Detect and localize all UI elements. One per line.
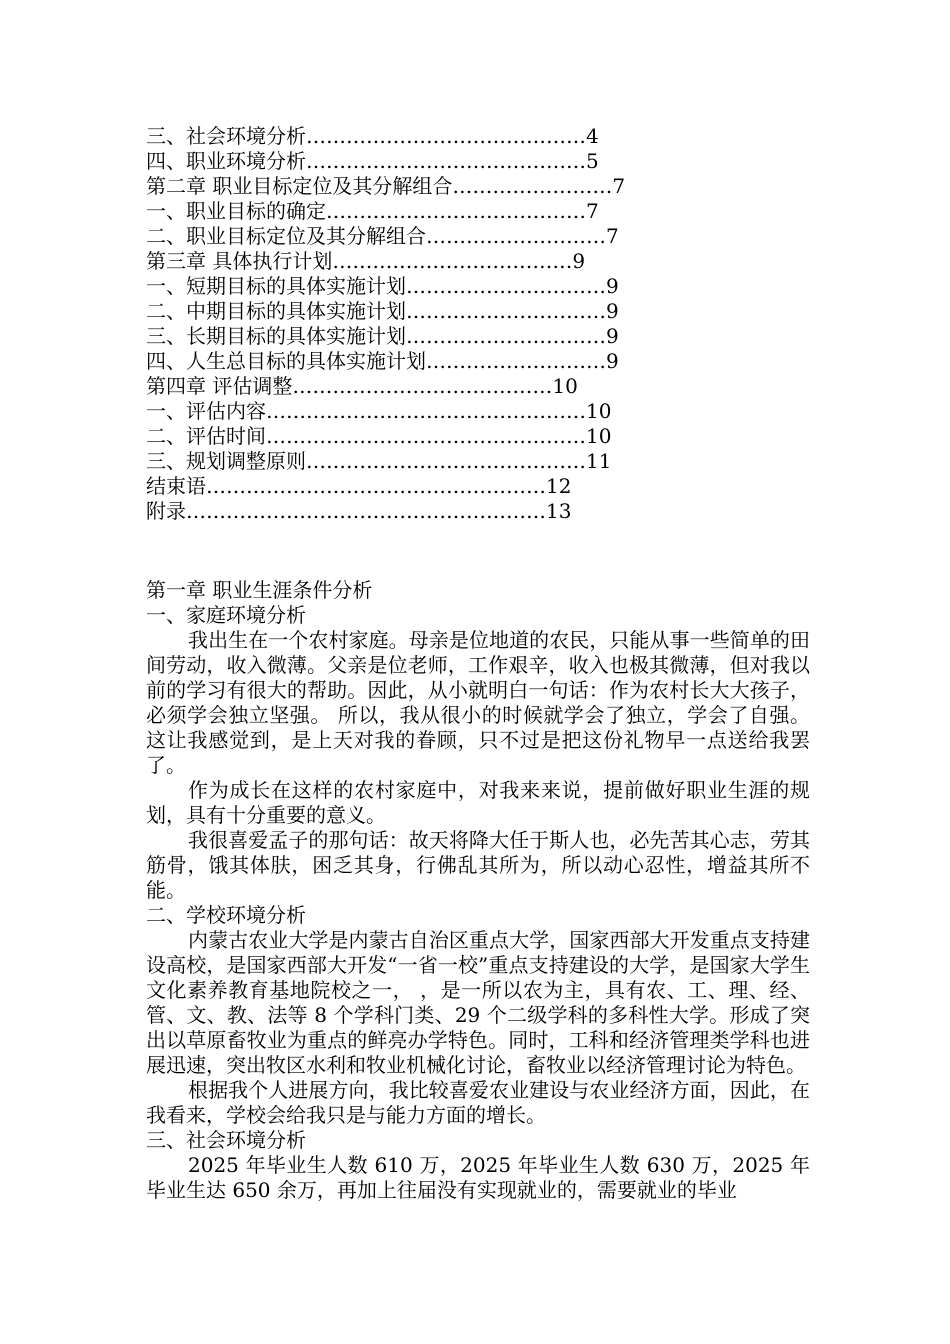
toc-entry[interactable] (146, 499, 810, 524)
toc-entry[interactable] (146, 199, 810, 224)
toc-label: 四、职业环境分析 (146, 149, 306, 173)
toc-page-number: 10 (552, 374, 578, 398)
toc-entry[interactable] (146, 149, 810, 174)
toc-label: 第三章 具体执行计划 (146, 249, 333, 273)
toc-label: 第二章 职业目标定位及其分解组合 (146, 174, 453, 198)
toc-page-number: 9 (606, 349, 619, 373)
toc-entry[interactable] (146, 474, 810, 499)
toc-label: 三、社会环境分析 (146, 124, 306, 148)
toc-label: 二、职业目标定位及其分解组合 (146, 224, 426, 248)
body-paragraph: 内蒙古农业大学是内蒙古自治区重点大学，国家西部大开发重点支持建设高校，是国家西部大开发“一省一校”重点支持建设的大学，是国家大学生文化素养教育基地院校之一， ，是一所以农为主，具有农、工、理、经、管、文、教、法等 8 个学科门类、29 个二级学科的多科性大学。形成了突出以草原畜牧业为重点的鲜亮办学特色。同时，工科和经济管理类学科也进展迅速，突出牧区水利和牧业机械化讨论，畜牧业以经济管理讨论为特色。 (146, 928, 810, 1077)
toc-entry[interactable] (146, 449, 810, 474)
toc-page-number: 9 (606, 299, 619, 323)
body-paragraph: 我很喜爱孟子的那句话：故天将降大任于斯人也，必先苦其心志，劳其筋骨，饿其体肤，困乏其身，行佛乱其所为，所以动心忍性，增益其所不能。 (146, 828, 810, 902)
toc-leader: ……………………… (426, 224, 606, 248)
toc-page-number: 11 (586, 449, 612, 473)
body-paragraph: 作为成长在这样的农村家庭中，对我来来说，提前做好职业生涯的规划，具有十分重要的意义。 (146, 778, 810, 827)
toc-label: 四、人生总目标的具体实施计划 (146, 349, 426, 373)
toc-page-number: 9 (606, 274, 619, 298)
toc-entry[interactable] (146, 299, 810, 324)
toc-page-number: 9 (606, 324, 619, 348)
toc-leader: ………………………… (406, 324, 606, 348)
body-paragraph: 2025 年毕业生人数 610 万，2025 年毕业生人数 630 万，2025 年毕业生达 650 余万，再加上往届没有实现就业的，需要就业的毕业 (146, 1153, 810, 1202)
toc-entry[interactable] (146, 424, 810, 449)
section-title-school: 二、学校环境分析 (146, 903, 306, 927)
toc-leader: ………………………………………… (266, 399, 586, 423)
toc-leader: ………………………………… (326, 199, 586, 223)
toc-leader: …………………………………………… (206, 474, 546, 498)
toc-leader: ……………………………………………… (186, 499, 546, 523)
chapter-title: 第一章 职业生涯条件分析 (146, 578, 373, 602)
toc-entry[interactable] (146, 124, 810, 149)
chapter-one (146, 578, 810, 1203)
toc-label: 结束语 (146, 474, 206, 498)
toc-page-number: 10 (586, 399, 612, 423)
toc-entry[interactable] (146, 274, 810, 299)
toc-leader: ………………………………………… (266, 424, 586, 448)
toc-leader: ……………………… (426, 349, 606, 373)
toc-page-number: 13 (546, 499, 572, 523)
toc-entry[interactable] (146, 174, 810, 199)
body-paragraph: 我出生在一个农村家庭。母亲是位地道的农民，只能从事一些简单的田间劳动，收入微薄。父亲是位老师，工作艰辛，收入也极其微薄，但对我以前的学习有很大的帮助。因此，从小就明白一句话：作为农村长大大孩子，必须学会独立坚强。 所以，我从很小的时候就学会了独立，学会了自强。这让我感觉到，是上天对我的眷顾，只不过是把这份礼物早一点送给我罢了。 (146, 628, 810, 777)
toc-label: 二、评估时间 (146, 424, 266, 448)
document-page (146, 124, 810, 1203)
toc-entry[interactable] (146, 399, 810, 424)
toc-leader: …………………………………… (306, 124, 586, 148)
section-title-family: 一、家庭环境分析 (146, 603, 306, 627)
toc-page-number: 12 (546, 474, 572, 498)
toc-leader: ………………………………… (292, 374, 553, 398)
toc-page-number: 5 (586, 149, 599, 173)
table-of-contents (146, 124, 810, 524)
toc-leader: …………………………………… (306, 449, 586, 473)
toc-page-number: 7 (612, 174, 626, 198)
toc-label: 一、短期目标的具体实施计划 (146, 274, 406, 298)
section-title-society: 三、社会环境分析 (146, 1128, 306, 1152)
toc-label: 三、长期目标的具体实施计划 (146, 324, 406, 348)
toc-entry[interactable] (146, 374, 810, 399)
toc-entry[interactable] (146, 224, 810, 249)
toc-entry[interactable] (146, 349, 810, 374)
toc-page-number: 9 (572, 249, 586, 273)
toc-page-number: 7 (586, 199, 599, 223)
body-paragraph: 根据我个人进展方向，我比较喜爱农业建设与农业经济方面，因此，在我看来，学校会给我只是与能力方面的增长。 (146, 1078, 810, 1127)
toc-leader: ……………………………… (332, 249, 573, 273)
toc-page-number: 4 (586, 124, 599, 148)
toc-leader: ………………………… (406, 299, 606, 323)
section-gap (146, 524, 810, 578)
toc-entry[interactable] (146, 324, 810, 349)
toc-leader: ………………………… (406, 274, 606, 298)
toc-label: 一、评估内容 (146, 399, 266, 423)
toc-label: 一、职业目标的确定 (146, 199, 326, 223)
toc-leader: …………………………………… (306, 149, 586, 173)
toc-label: 附录 (146, 499, 186, 523)
toc-page-number: 7 (606, 224, 619, 248)
toc-leader: …………………… (452, 174, 613, 198)
toc-page-number: 10 (586, 424, 612, 448)
toc-label: 二、中期目标的具体实施计划 (146, 299, 406, 323)
toc-label: 三、规划调整原则 (146, 449, 306, 473)
toc-entry[interactable] (146, 249, 810, 274)
toc-label: 第四章 评估调整 (146, 374, 293, 398)
